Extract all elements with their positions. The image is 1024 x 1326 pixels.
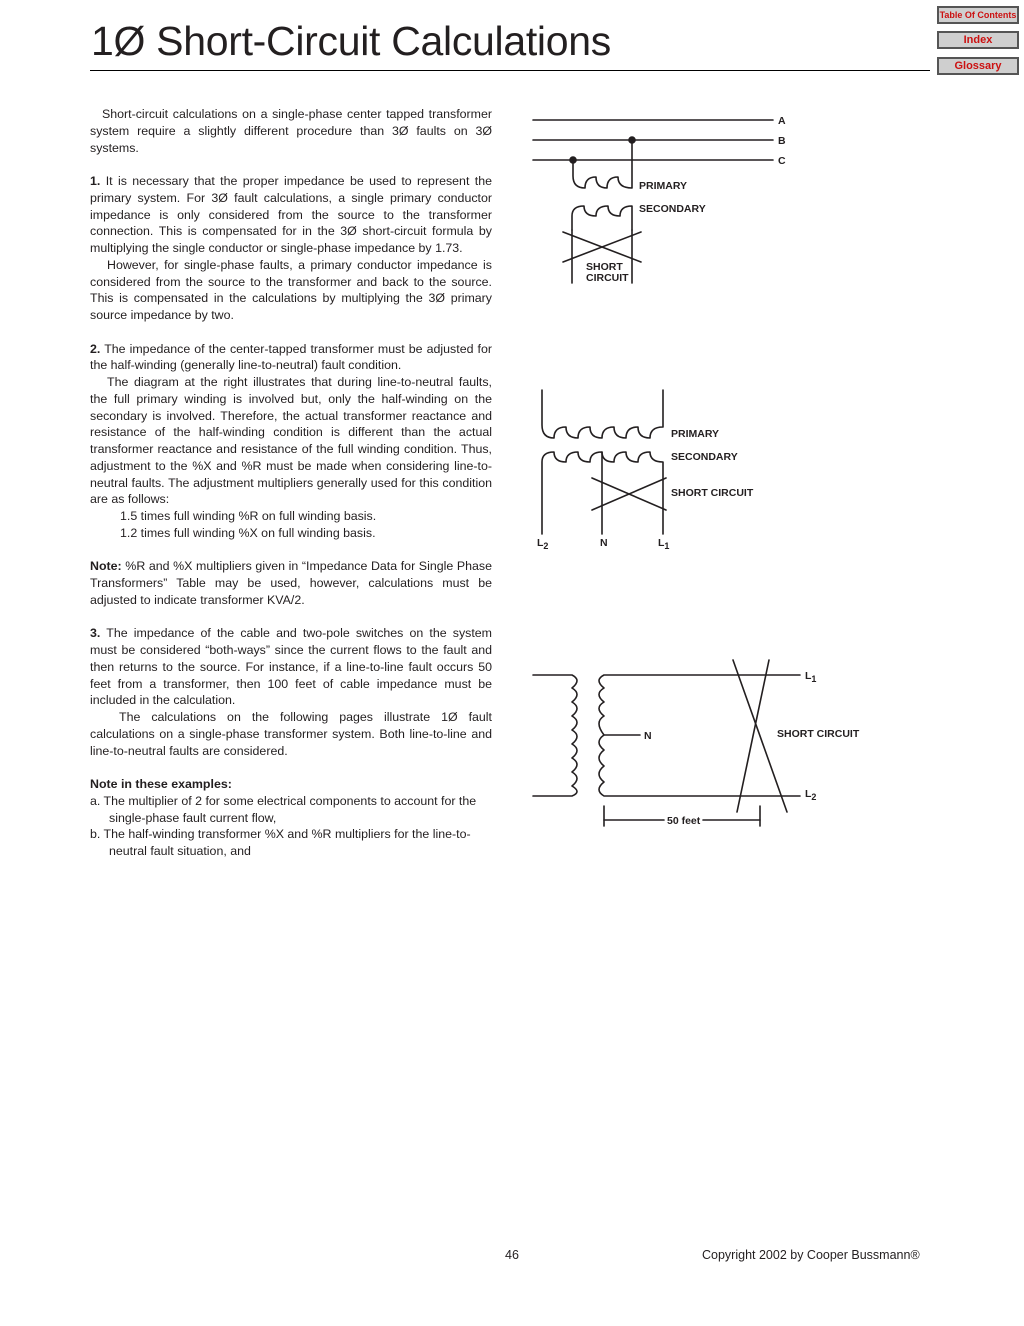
page-number: 46 xyxy=(505,1248,519,1262)
label-l2-diagram3: L2 xyxy=(805,788,817,802)
paragraph-1-number: 1. xyxy=(90,174,101,188)
short-circuit-cross-2a xyxy=(592,478,666,510)
short-circuit-cross-3a xyxy=(733,660,787,812)
multiplier-x: 1.2 times full winding %X on full winding basis. xyxy=(120,525,376,540)
label-short-circuit-3: SHORT CIRCUIT xyxy=(777,728,860,740)
copyright-notice: Copyright 2002 by Cooper Bussmann® xyxy=(702,1248,920,1262)
label-l1-diagram3: L1 xyxy=(805,670,817,684)
short-circuit-cross-3b xyxy=(737,660,769,812)
example-a: a. The multiplier of 2 for some electrical components to account for the single-phase fault current flow, xyxy=(90,793,477,825)
body-text xyxy=(90,106,492,860)
primary-winding-1 xyxy=(573,140,632,188)
label-primary-2: PRIMARY xyxy=(671,428,720,440)
paragraph-1b: However, for single-phase faults, a primary conductor impedance is considered from the source to the transformer and back to the source. This is compensated in the calculations by multiplying the 3Ø primary source impedance by two. xyxy=(90,257,492,322)
diagram-2-center-tap xyxy=(542,390,666,534)
label-50-feet: 50 feet xyxy=(667,815,701,827)
index-label: Index xyxy=(963,34,993,46)
label-short-circuit-2: SHORT CIRCUIT xyxy=(671,487,754,499)
paragraph-3-number: 3. xyxy=(90,626,101,641)
label-primary-1: PRIMARY xyxy=(639,180,688,192)
secondary-winding-1 xyxy=(572,206,632,230)
paragraph-3 xyxy=(90,625,492,709)
example-b: b. The half-winding transformer %X and %R multipliers for the line-to-neutral fault situation, and xyxy=(90,827,471,858)
short-circuit-cross-1a xyxy=(563,232,641,262)
paragraph-2 xyxy=(90,341,492,375)
label-secondary-2: SECONDARY xyxy=(671,451,738,463)
table-of-contents-button[interactable] xyxy=(937,6,1019,24)
diagram-1-three-phase xyxy=(533,120,773,283)
title-rule xyxy=(90,70,930,71)
paragraph-1-text: It is necessary that the proper impedance be used to represent the primary system. For 3Ø fault calculations, a single primary conductor impedance is only considered from the source to the transformer connection. This is compensated for in the 3Ø short-circuit formula by multiplying the single conductor or single-phase impedance by 1.73. xyxy=(90,174,492,255)
paragraph-3b: The calculations on the following pages illustrate 1Ø fault calculations on a single-phase transformer system. Both line-to-line and line-to-neutral faults are considered. xyxy=(90,710,492,758)
paragraph-2-text: The impedance of the center-tapped transformer must be adjusted for the half-winding (generally line-to-neutral) fault condition. xyxy=(90,341,492,373)
note-label: Note: xyxy=(90,559,122,574)
index-button[interactable] xyxy=(937,31,1019,49)
glossary-label: Glossary xyxy=(954,60,1002,72)
glossary-button[interactable] xyxy=(937,57,1019,75)
paragraph-2-number: 2. xyxy=(90,341,101,356)
label-n-diagram2: N xyxy=(600,537,608,549)
note-text: %R and %X multipliers given in “Impedance Data for Single Phase Transformers” Table may be used, however, calculations must be adjusted to indicate transformer KVA/2. xyxy=(90,559,492,607)
label-secondary-1: SECONDARY xyxy=(639,203,706,215)
label-c: C xyxy=(778,155,786,167)
junction-dot-c xyxy=(570,157,576,163)
examples-heading xyxy=(90,776,492,793)
label-circuit-1: CIRCUIT xyxy=(586,272,629,284)
secondary-winding-3 xyxy=(599,675,800,796)
secondary-winding-2 xyxy=(542,452,663,534)
primary-winding-2 xyxy=(542,390,663,438)
label-l1-diagram2: L1 xyxy=(658,537,670,551)
examples-heading-text: Note in these examples: xyxy=(90,777,232,791)
table-of-contents-label: Table Of Contents xyxy=(939,10,1017,20)
page-title: 1Ø Short-Circuit Calculations xyxy=(91,18,611,64)
paragraph-2b: The diagram at the right illustrates that during line-to-neutral faults, the full primary winding is involved but, only the half-winding on the secondary is involved. Therefore, the actual transformer reactance and resistance of the half-winding condition is different than the actual transformer reactance and resistance of the full winding condition. Thus, adjustment to the %X and %R must be made when considering line-to-neutral faults. The adjustment multipliers generally used for this condition are as follows: xyxy=(90,375,492,507)
short-circuit-cross-2b xyxy=(592,478,666,510)
label-b: B xyxy=(778,135,786,147)
junction-dot-b xyxy=(629,137,635,143)
multiplier-r: 1.5 times full winding %R on full winding basis. xyxy=(120,509,377,523)
primary-winding-3 xyxy=(533,675,577,796)
label-a: A xyxy=(778,115,786,127)
paragraph-3-text: The impedance of the cable and two-pole switches on the system must be considered “both-ways” since the current flows to the fault and then returns to the source. For instance, if a line-to-line fault occurs 50 feet from a transformer, then 100 feet of cable impedance must be included in the calculation. xyxy=(90,626,493,708)
short-circuit-cross-1b xyxy=(563,232,641,262)
label-n-diagram3: N xyxy=(644,730,652,742)
note-paragraph xyxy=(90,558,492,608)
label-l2-diagram2: L2 xyxy=(537,537,549,551)
intro-paragraph: Short-circuit calculations on a single-phase center tapped transformer system require a slightly different procedure than 3Ø faults on 3Ø systems. xyxy=(90,107,492,155)
paragraph-1 xyxy=(90,173,492,257)
label-short-1: SHORT xyxy=(586,261,623,273)
diagram-3-line-fault xyxy=(533,660,800,826)
